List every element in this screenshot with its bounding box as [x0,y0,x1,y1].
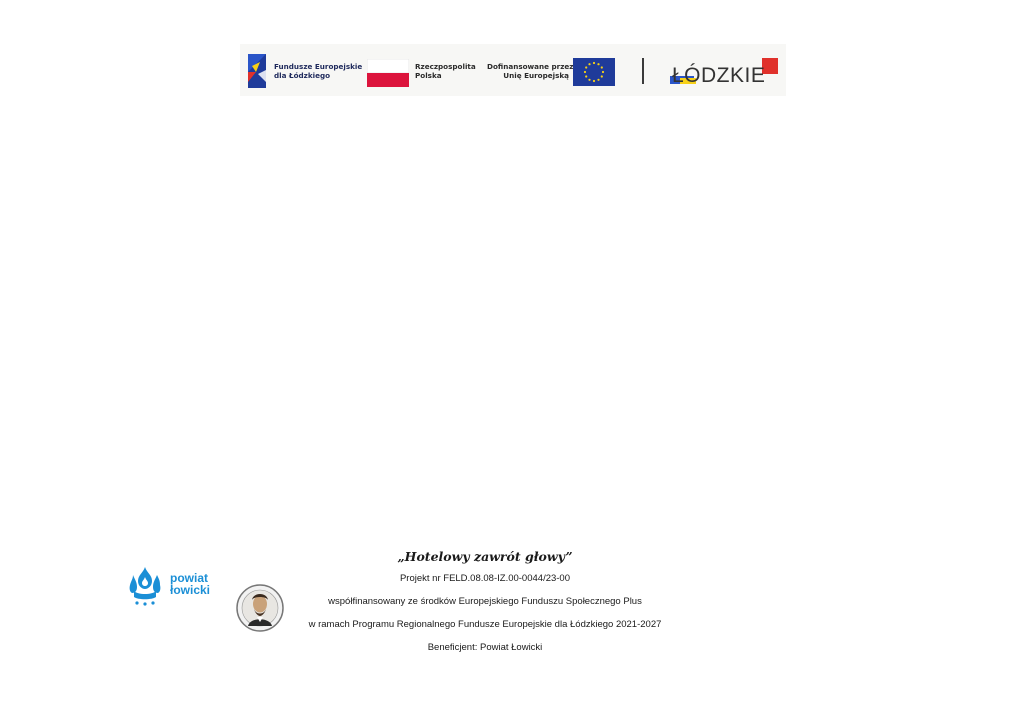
powiat-label-line2: łowicki [170,583,211,597]
rp-label-line1: Rzeczpospolita [415,62,476,71]
lodzkie-wordmark: ŁÓDZKIE [672,64,766,87]
powiat-lowicki-emblem [128,565,162,607]
fe-label-line2: dla Łódzkiego [274,71,331,80]
project-number: Projekt nr FELD.08.08-IZ.00-0044/23-00 [399,573,571,584]
eu-flag-icon [573,58,615,86]
logo-separator [642,58,644,84]
fundusze-europejskie-label [274,62,362,80]
eu-label-line1: Dofinansowane przez [487,62,574,71]
eu-cofunded-label [487,62,574,80]
powiat-lowicki-label [170,572,210,596]
fundusze-europejskie-icon [246,52,270,90]
rp-label-line2: Polska [415,71,442,80]
rzeczpospolita-polska-label [415,62,476,80]
project-title: „Hotelowy zawrót głowy” [397,549,573,564]
powiat-label-line1: powiat [170,571,208,585]
programme-statement: w ramach Programu Regionalnego Fundusze Europejskie dla Łódzkiego 2021-2027 [308,619,662,630]
beneficiary-statement: Beneficjent: Powiat Łowicki [427,642,543,653]
project-footer [300,549,670,665]
eu-label-line2: Unię Europejską [503,71,569,80]
school-portrait-seal [236,584,284,632]
polish-flag-icon [367,59,409,87]
fundusze-europejskie-logo [246,52,363,90]
funding-logo-strip [240,44,786,96]
lodzkie-logo [670,54,780,88]
cofinancing-statement: współfinansowany ze środków Europejskiego Funduszu Społecznego Plus [328,596,642,607]
fe-label-line1: Fundusze Europejskie [274,62,363,71]
